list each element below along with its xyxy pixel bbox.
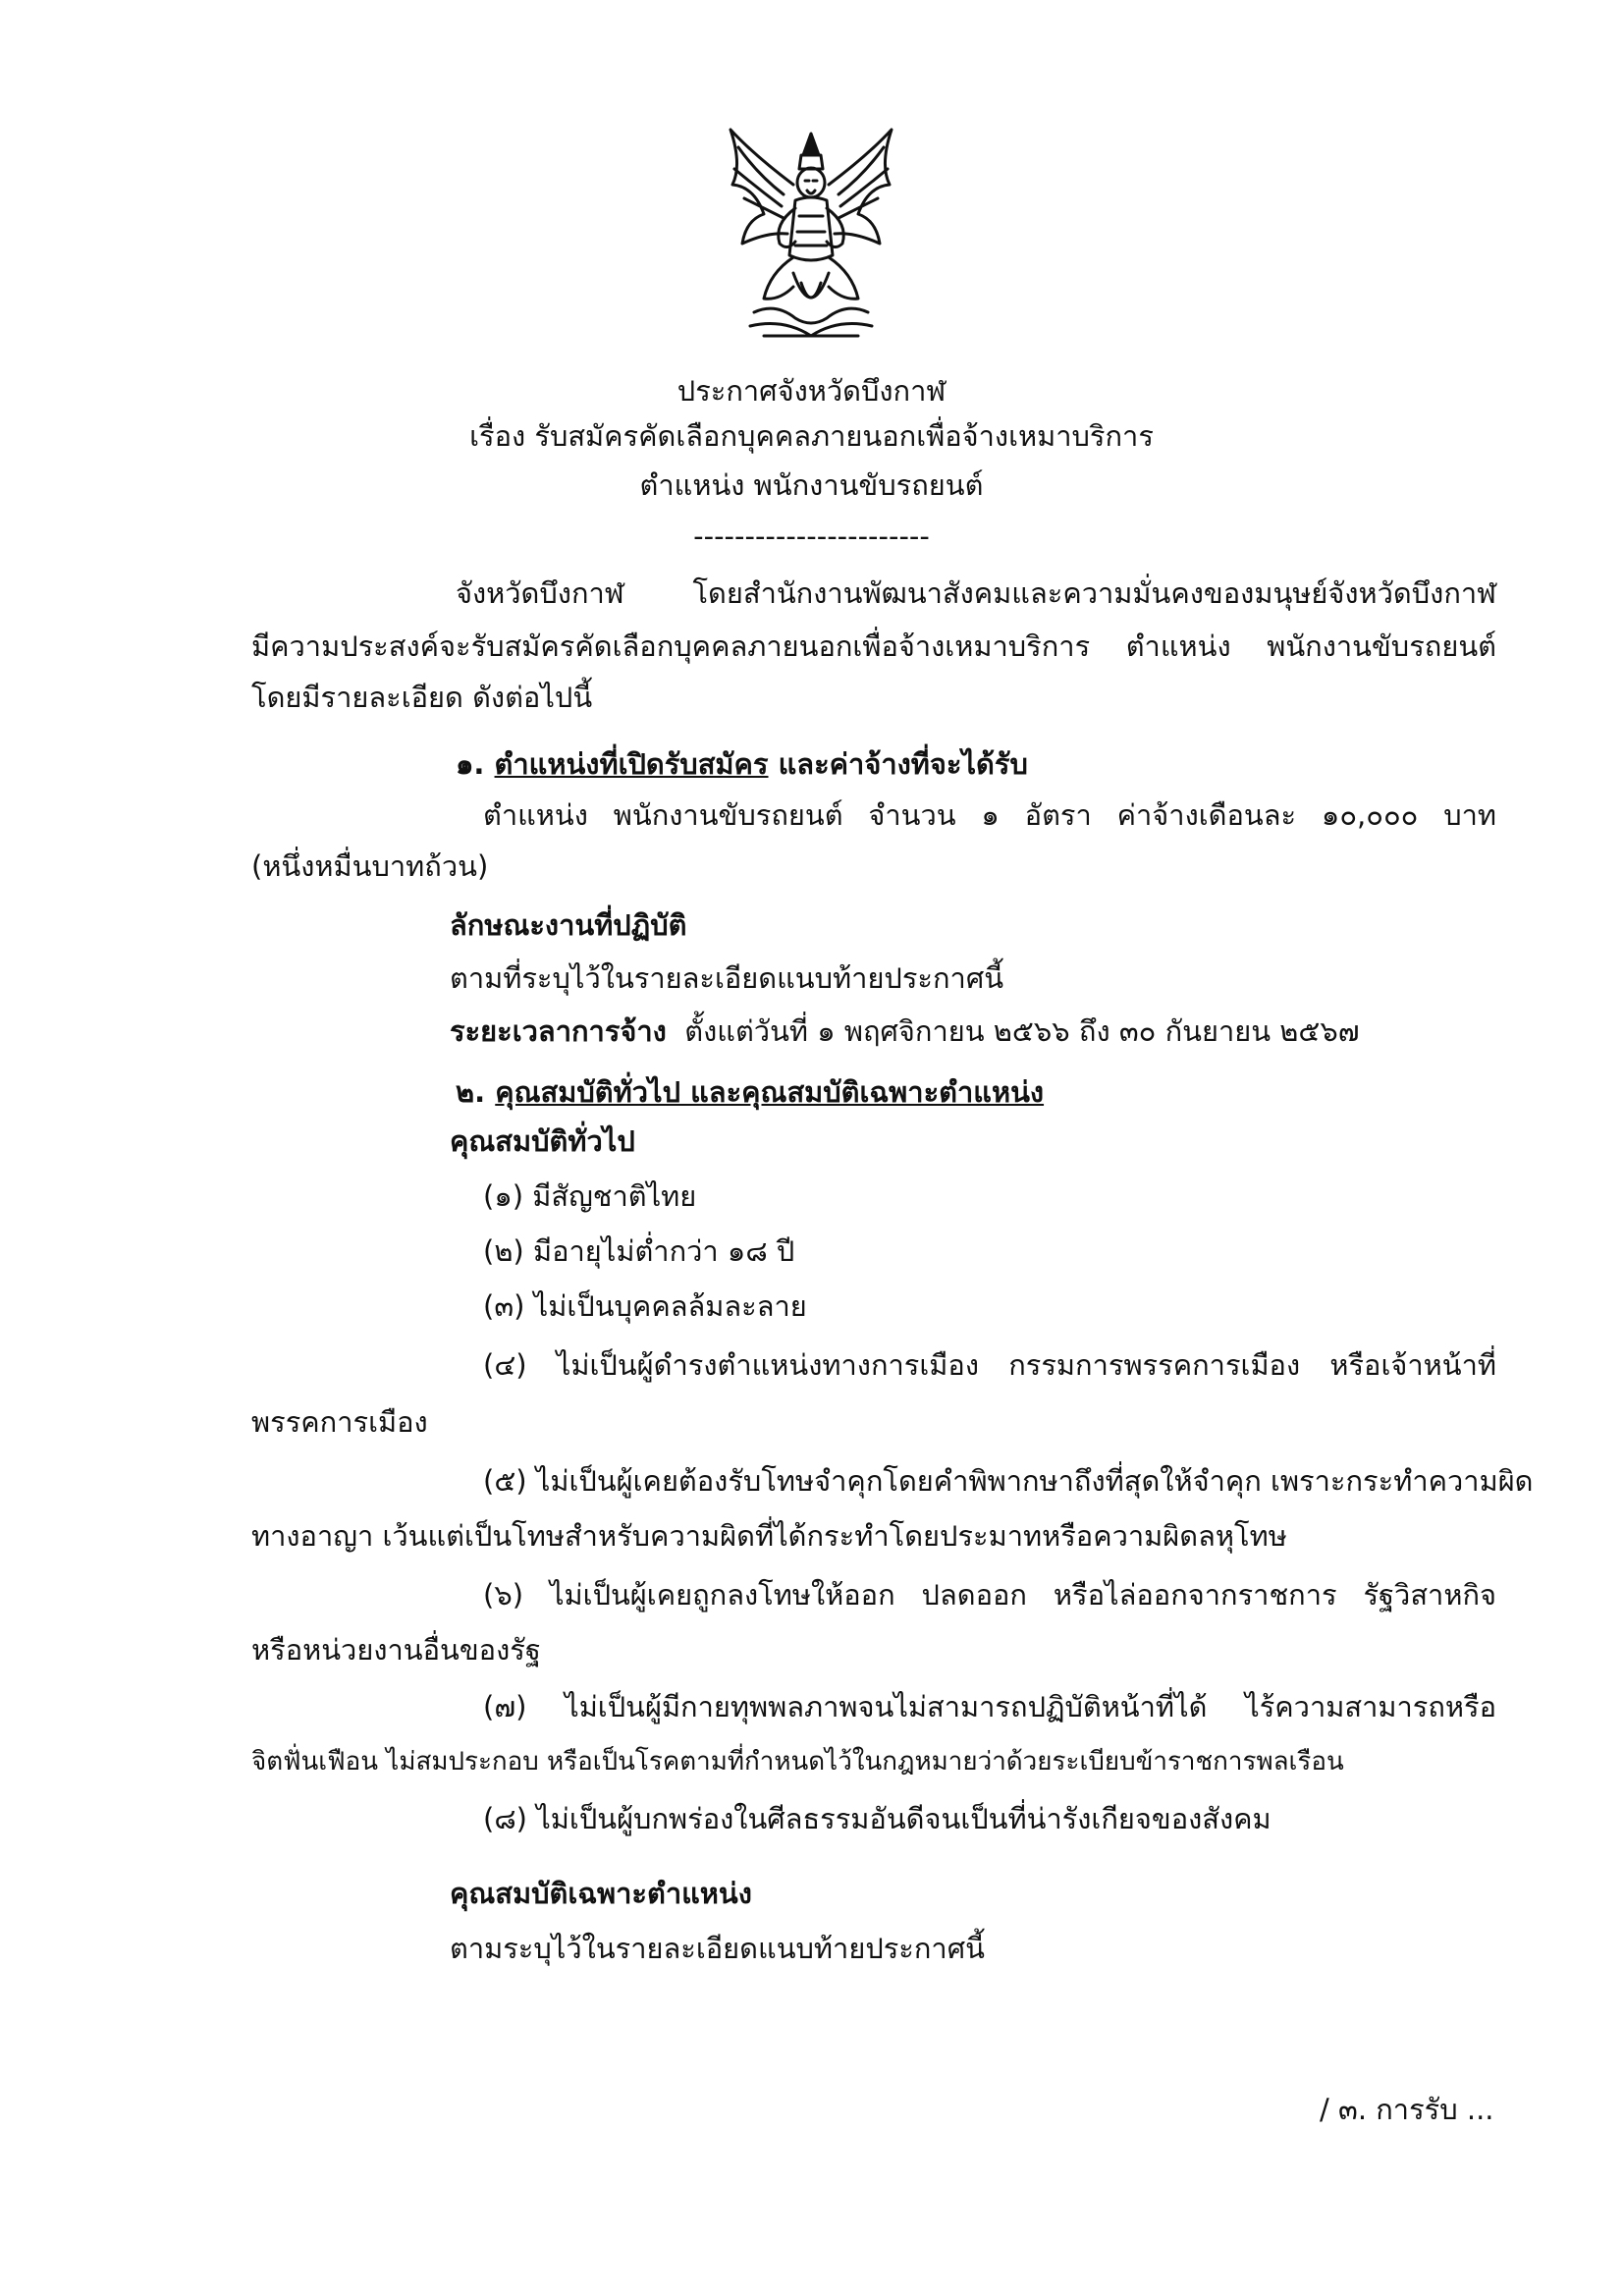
section1-line-1: ตำแหน่ง พนักงานขับรถยนต์ จำนวน ๑ อัตรา ค่าจ้างเดือนละ ๑๐,๐๐๐ บาท — [483, 798, 1496, 832]
qualification-item-6-line-1: (๖) ไม่เป็นผู้เคยถูกลงโทษให้ออก ปลดออก หรือไล่ออกจากราชการ รัฐวิสาหกิจ — [483, 1578, 1496, 1612]
intro-line-2: มีความประสงค์จะรับสมัครคัดเลือกบุคคลภายนอกเพื่อจ้างเหมาบริการ ตำแหน่ง พนักงานขับรถยนต์ — [251, 629, 1496, 663]
qualification-item-7-line-2: จิตฟั่นเฟือน ไม่สมประกอบ หรือเป็นโรคตามที่กำหนดไว้ในกฎหมายว่าด้วยระเบียบข้าราชการพลเรือน — [251, 1747, 1344, 1777]
announcement-position: ตำแหน่ง พนักงานขับรถยนต์ — [639, 468, 984, 502]
garuda-emblem-icon — [725, 126, 897, 346]
announcement-title: ประกาศจังหวัดบึงกาฬ — [676, 374, 947, 408]
qualification-item-2: (๒) มีอายุไม่ต่ำกว่า ๑๘ ปี — [483, 1234, 795, 1268]
section2-heading — [456, 1072, 1044, 1112]
section2-heading-text: คุณสมบัติทั่วไป และคุณสมบัติเฉพาะตำแหน่ง — [495, 1075, 1045, 1109]
employment-period — [450, 1011, 1360, 1051]
section1-heading-underlined: ตำแหน่งที่เปิดรับสมัคร — [494, 747, 769, 781]
duties-text: ตามที่ระบุไว้ในรายละเอียดแนบท้ายประกาศนี้ — [450, 961, 1004, 995]
intro-line-1: จังหวัดบึงกาฬ โดยสำนักงานพัฒนาสังคมและความมั่นคงของมนุษย์จังหวัดบึงกาฬ — [456, 576, 1496, 610]
specific-qualifications-text: ตามระบุไว้ในรายละเอียดแนบท้ายประกาศนี้ — [450, 1932, 985, 1965]
intro-line-3: โดยมีรายละเอียด ดังต่อไปนี้ — [251, 681, 593, 714]
general-qualifications-heading: คุณสมบัติทั่วไป — [450, 1124, 635, 1158]
qualification-item-8: (๘) ไม่เป็นผู้บกพร่องในศีลธรรมอันดีจนเป็นที่น่ารังเกียจของสังคม — [483, 1802, 1271, 1835]
section1-heading — [456, 744, 1028, 784]
qualification-item-4-line-2: พรรคการเมือง — [251, 1405, 428, 1439]
qualification-item-6-line-2: หรือหน่วยงานอื่นของรัฐ — [251, 1633, 541, 1667]
section1-line-2: (หนึ่งหมื่นบาทถ้วน) — [251, 849, 489, 883]
qualification-item-4-line-1: (๔) ไม่เป็นผู้ดำรงตำแหน่งทางการเมือง กรรมการพรรคการเมือง หรือเจ้าหน้าที่ — [483, 1348, 1496, 1382]
section2-number: ๒. — [456, 1075, 486, 1109]
header-divider: ----------------------- — [693, 519, 930, 553]
qualification-item-1: (๑) มีสัญชาติไทย — [483, 1179, 697, 1213]
section1-heading-rest: และค่าจ้างที่จะได้รับ — [768, 747, 1028, 781]
qualification-item-3: (๓) ไม่เป็นบุคคลล้มละลาย — [483, 1289, 807, 1323]
announcement-subject: เรื่อง รับสมัครคัดเลือกบุคคลภายนอกเพื่อจ้างเหมาบริการ — [469, 419, 1154, 453]
duties-heading: ลักษณะงานที่ปฏิบัติ — [450, 908, 687, 942]
qualification-item-5-line-2: ทางอาญา เว้นแต่เป็นโทษสำหรับความผิดที่ได้กระทำโดยประมาทหรือความผิดลหุโทษ — [251, 1519, 1287, 1553]
section1-number: ๑. — [456, 747, 485, 781]
qualification-item-7-line-1: (๗) ไม่เป็นผู้มีกายทุพพลภาพจนไม่สามารถปฏิบัติหน้าที่ได้ ไร้ความสามารถหรือ — [483, 1690, 1496, 1723]
employment-period-label: ระยะเวลาการจ้าง — [450, 1014, 667, 1048]
specific-qualifications-heading: คุณสมบัติเฉพาะตำแหน่ง — [450, 1877, 752, 1910]
qualification-item-5-line-1: (๕) ไม่เป็นผู้เคยต้องรับโทษจำคุกโดยคำพิพากษาถึงที่สุดให้จำคุก เพราะกระทำความผิด — [483, 1464, 1534, 1498]
employment-period-text: ตั้งแต่วันที่ ๑ พฤศจิกายน ๒๕๖๖ ถึง ๓๐ กันยายน ๒๕๖๗ — [684, 1014, 1360, 1048]
page-continuation: / ๓. การรับ ... — [1320, 2093, 1494, 2126]
